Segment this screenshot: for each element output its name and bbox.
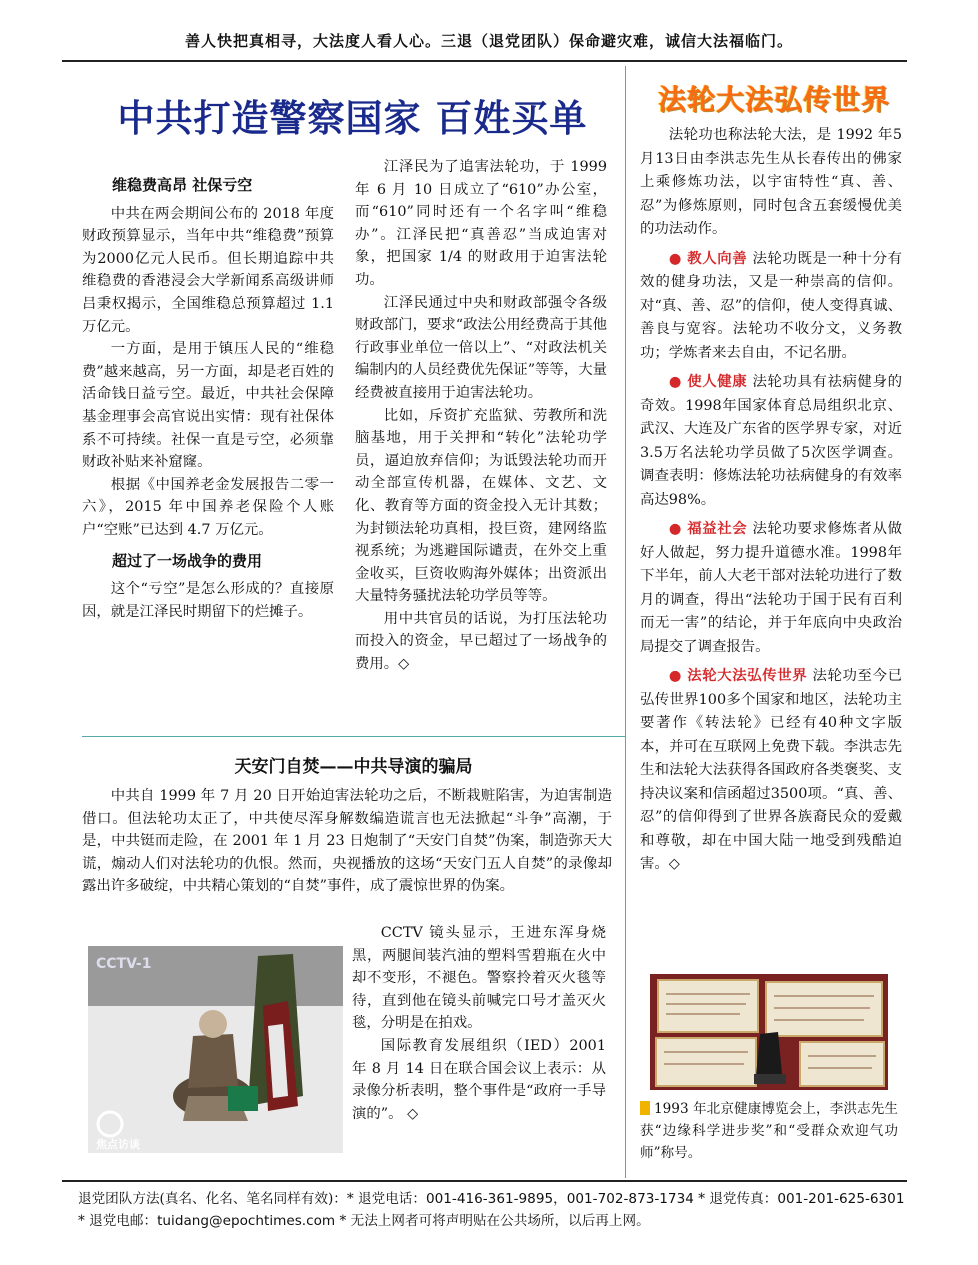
article1-paragraph: 中共在两会期间公布的 2018 年度财政预算显示，当年中共“维稳费”预算为2000亿元人民币。但长期追踪中共维稳费的香港浸会大学新闻系高级讲师吕秉权揭示，全国维稳总预算超过 1.1 万亿元。 bbox=[82, 205, 334, 335]
article1-paragraph: 江泽民通过中央和财政部强令各级财政部门，要求“政法公用经费高于其他行政事业单位一倍以上”、“对政法机关编制内的人员经费优先保证”等等，大量经费被直接用于迫害法轮功。 bbox=[355, 294, 607, 401]
sidebar-banner: 法轮大法弘传世界 bbox=[657, 83, 890, 116]
article1-column-1 bbox=[82, 168, 334, 623]
bullet-icon: ● bbox=[668, 374, 682, 390]
sidebar-item-heading: 法轮大法弘传世界 bbox=[687, 668, 808, 684]
section-heading-2: 超过了一场战争的费用 bbox=[112, 551, 263, 570]
article2-lead bbox=[82, 785, 612, 898]
photo-illustration bbox=[88, 946, 343, 1153]
caption-text: 1993 年北京健康博览会上，李洪志先生获“边缘科学进步奖”和“受群众欢迎气功师”称号。 bbox=[640, 1101, 898, 1161]
article1-paragraph: 比如，斥资扩充监狱、劳教所和洗脑基地，用于关押和“转化”法轮功学员，逼迫放弃信仰；为诋毁法轮功而开动全部宣传机器，在媒体、文艺、文化、教育等方面的资金投入无计其数；为封锁法轮功真相，投巨资，建网络监视系统；为逃避国际谴责，在外交上重金收买，巨资收购海外媒体；出资派出大量特务骚扰法轮功学员等等。 bbox=[355, 407, 607, 605]
sidebar-item bbox=[640, 665, 902, 877]
header-slogan: 善人快把真相寻，大法度人看人心。三退（退党团队）保命避灾难，诚信大法福临门。 bbox=[184, 32, 793, 50]
sidebar-item-text: 法轮功具有祛病健身的奇效。1998年国家体育总局组织北京、武汉、大连及广东省的医学界专家，对近3.5万名法轮功学员做了5次医学调查。调查表明：修炼法轮功祛病健身的有效率高达98%。 bbox=[640, 374, 902, 508]
top-rule bbox=[62, 60, 907, 62]
sidebar-intro: 法轮功也称法轮大法，是 1992 年5月13日由李洪志先生从长春传出的佛家上乘修炼功法，以宇宙特性“真、善、忍”为修炼原则，同时包含五套缓慢优美的功法动作。 bbox=[640, 127, 902, 237]
bullet-icon: ● bbox=[668, 250, 682, 267]
phone-number: 001-702-873-1734 bbox=[566, 1191, 694, 1207]
fax-number: 001-201-625-6301 bbox=[777, 1191, 905, 1207]
footer bbox=[78, 1188, 913, 1232]
sidebar-item-heading: 教人向善 bbox=[687, 250, 748, 267]
footer-text: * 退党传真： bbox=[693, 1191, 778, 1207]
article1-paragraph: 江泽民为了追害法轮功，于 1999 年 6 月 10 日成立了“610”办公室，而“610”同时还有一个名字叫“维稳办”。江泽民把“真善忍”当成迫害对象，把国家 1/4 的财政用于迫害法轮功。 bbox=[355, 159, 607, 288]
sidebar-item-heading: 使人健康 bbox=[687, 374, 748, 390]
email-address: tuidang@epochtimes.com bbox=[157, 1213, 336, 1229]
column-divider bbox=[625, 66, 626, 1178]
sidebar-item-text: 法轮功至今已弘传世界100多个国家和地区，法轮功主要著作《转法轮》已经有40种文字版本，并可在互联网上免费下载。李洪志先生和法轮大法获得各国政府各类褒奖、支持决议案和信函超过3500项。“真、善、忍”的信仰得到了世界各族裔民众的爱戴和尊敬，却在中国大陆一地受到残酷迫害。◇ bbox=[640, 668, 902, 872]
footer-text: * 无法上网者可将声明贴在公共场所，以后再上网。 bbox=[335, 1213, 650, 1229]
sidebar-item-text: 法轮功要求修炼者从做好人做起，努力提升道德水准。1998年下半年，前人大老干部对法轮功进行了数月的调查，得出“法轮功于国于民有百利而无一害”的结论，并于年底向中央政治局提交了调查报告。 bbox=[640, 521, 902, 655]
article2-title: 天安门自焚——中共导演的骗局 bbox=[234, 757, 473, 777]
article2-column-2 bbox=[352, 922, 606, 1125]
sidebar-item-text: 法轮功既是一种十分有效的健身功法，又是一种崇高的信仰。对“真、善、忍”的信仰，使人变得真诚、善良与宽容。法轮功不收分文，义务教功；学炼者来去自由，不记名册。 bbox=[640, 250, 902, 361]
footer-text: 退党团队方法(真名、化名、笔名同样有效)：* 退党电话： bbox=[78, 1191, 426, 1207]
sidebar-item bbox=[640, 371, 902, 512]
sidebar-column bbox=[640, 124, 902, 883]
article1-paragraph: 用中共官员的话说，为打压法轮功而投入的资金，早已超过了一场战争的费用。◇ bbox=[355, 610, 607, 673]
article1-paragraph: 这个“亏空”是怎么形成的？直接原因，就是江泽民时期留下的烂摊子。 bbox=[82, 581, 334, 620]
phone-number: 001-416-361-9895 bbox=[425, 1191, 554, 1207]
sidebar-item bbox=[640, 518, 902, 659]
article1-column-2 bbox=[355, 156, 607, 676]
self-immolation-photo bbox=[88, 946, 343, 1153]
article-title: 中共打造警察国家 百姓买单 bbox=[117, 97, 588, 140]
bullet-icon: ● bbox=[668, 521, 682, 537]
photo-logo-top: CCTV-1 bbox=[96, 956, 152, 972]
award-certificates-photo bbox=[650, 974, 888, 1090]
article2-paragraph: 中共自 1999 年 7 月 20 日开始迫害法轮功之后，不断栽赃陷害，为迫害制造借口。但法轮功太正了，中共使尽浑身解数编造谎言也无法掀起“斗争”高潮，于是，中共铤而走险，在 2001 年 1 月 23 日炮制了“天安门自焚”伪案，制造弥天大谎，煽动人们对法轮功的仇恨。然而，央视播放的这场“天安门五人自焚”的录像却露出许多破绽，中共精心策划的“自焚”事件，成了震惊世界的伪案。 bbox=[82, 788, 612, 895]
article1-paragraph: 一方面，是用于镇压人民的“维稳费”越来越高，另一方面，却是老百姓的活命钱日益亏空。最近，中共社会保障基金理事会高官说出实情：现有社保体系不可持续。社保一直是亏空，必须靠财政补贴来补窟窿。 bbox=[82, 341, 334, 471]
sidebar-item bbox=[640, 248, 902, 366]
photo-caption bbox=[640, 1098, 898, 1164]
footer-text: * 退党电邮： bbox=[78, 1213, 158, 1229]
photo-logo-bottom: 焦点访谈 bbox=[96, 1138, 140, 1151]
caption-marker-icon bbox=[640, 1101, 650, 1115]
section-divider bbox=[82, 736, 625, 737]
article2-paragraph: 国际教育发展组织（IED）2001 年 8 月 14 日在联合国会议上表示：从录像分析表明，整个事件是“政府一手导演的”。 ◇ bbox=[352, 1037, 606, 1122]
article2-paragraph: CCTV 镜头显示，王进东浑身烧黑，两腿间装汽油的塑料雪碧瓶在火中却不变形，不褪色。警察拎着灭火毯等待，直到他在镜头前喊完口号才盖灭火毯，分明是在拍戏。 bbox=[352, 925, 606, 1032]
article1-paragraph: 根据《中国养老金发展报告二零一六》，2015 年中国养老保险个人账户“空账”已达到 4.7 万亿元。 bbox=[82, 476, 334, 538]
certificates-illustration bbox=[650, 974, 888, 1090]
bullet-icon: ● bbox=[668, 668, 682, 684]
footer-separator: ， bbox=[553, 1191, 567, 1207]
bottom-rule bbox=[62, 1180, 907, 1182]
sidebar-item-heading: 福益社会 bbox=[687, 521, 748, 537]
section-heading-1: 维稳费高昂 社保亏空 bbox=[112, 176, 253, 194]
